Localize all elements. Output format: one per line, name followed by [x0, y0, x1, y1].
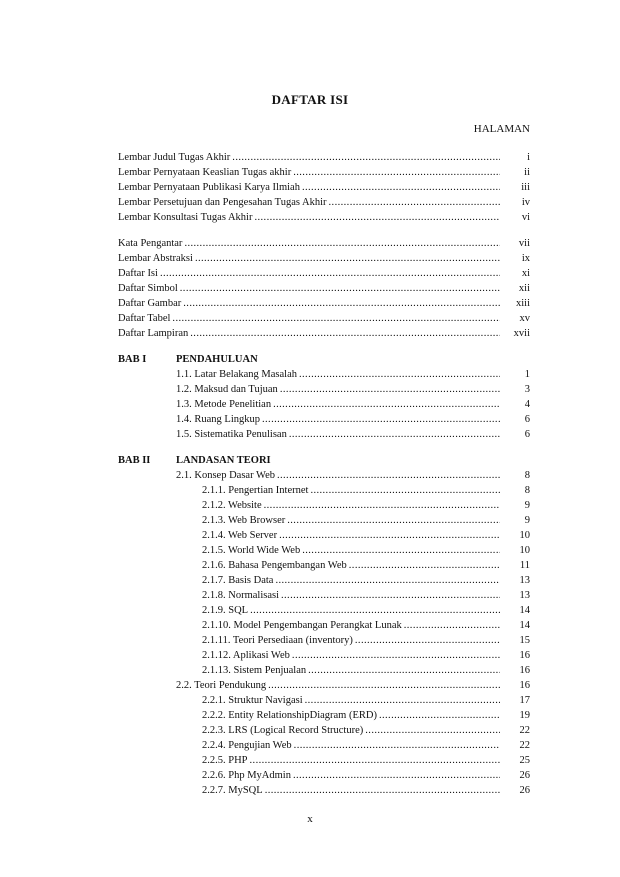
leader-dots [172, 312, 500, 326]
toc-entry[interactable]: 2.1.1. Pengertian Internet ..... 8 [202, 484, 530, 498]
leader-dots [310, 484, 500, 498]
toc-entry[interactable]: Daftar Tabel ..... xv [118, 312, 530, 326]
leader-dots [268, 679, 500, 693]
toc-entry[interactable]: 1.5. Sistematika Penulisan ..... 6 [176, 428, 530, 442]
toc-entry[interactable]: Lembar Pernyataan Keaslian Tugas akhir ..... ii [118, 166, 530, 180]
leader-dots [180, 282, 500, 296]
toc-entry[interactable]: 2.1.5. World Wide Web ..... 10 [202, 544, 530, 558]
leader-dots [184, 237, 500, 251]
toc-entry[interactable]: Lembar Judul Tugas Akhir ..... i [118, 151, 530, 165]
toc-entry[interactable]: 2.1.12. Aplikasi Web ..... 16 [202, 649, 530, 663]
toc-entry[interactable]: 2.1.7. Basis Data ..... 13 [202, 574, 530, 588]
chapter-title: LANDASAN TEORI [176, 455, 271, 466]
leader-dots [292, 649, 500, 663]
leader-dots [302, 181, 500, 195]
toc-entry[interactable]: 2.2.1. Struktur Navigasi ..... 17 [202, 694, 530, 708]
leader-dots [232, 151, 500, 165]
toc-entry[interactable]: 2.2.3. LRS (Logical Record Structure) ..... 22 [202, 724, 530, 738]
toc-entry[interactable]: Daftar Lampiran ..... xvii [118, 327, 530, 341]
toc-entry[interactable]: 2.1. Konsep Dasar Web ..... 8 [176, 469, 530, 483]
toc-entry[interactable]: Daftar Simbol ..... xii [118, 282, 530, 296]
toc-entry[interactable]: 1.3. Metode Penelitian ..... 4 [176, 398, 530, 412]
toc-entry[interactable]: 1.4. Ruang Lingkup ..... 6 [176, 413, 530, 427]
toc-entry[interactable]: 2.1.2. Website ..... 9 [202, 499, 530, 513]
toc-entry[interactable]: 2.1.3. Web Browser ..... 9 [202, 514, 530, 528]
leader-dots [299, 368, 500, 382]
leader-dots [379, 709, 500, 723]
toc-entry[interactable]: Lembar Pernyataan Publikasi Karya Ilmiah ..... iii [118, 181, 530, 195]
toc-entry[interactable]: Daftar Gambar ..... xiii [118, 297, 530, 311]
leader-dots [262, 413, 500, 427]
toc-entry[interactable]: 2.1.11. Teori Persediaan (inventory) ..... 15 [202, 634, 530, 648]
toc-entry[interactable]: 2.2.2. Entity RelationshipDiagram (ERD) ..... 19 [202, 709, 530, 723]
leader-dots [293, 166, 500, 180]
leader-dots [294, 739, 500, 753]
leader-dots [160, 267, 500, 281]
toc-entry[interactable]: Lembar Konsultasi Tugas Akhir ..... vi [118, 211, 530, 225]
leader-dots [254, 211, 500, 225]
chapter-number: BAB II [118, 455, 151, 466]
toc-entry[interactable]: 2.1.6. Bahasa Pengembangan Web ..... 11 [202, 559, 530, 573]
leader-dots [365, 724, 500, 738]
chapter-heading[interactable] [118, 454, 271, 468]
chapter-heading[interactable] [118, 353, 258, 367]
leader-dots [289, 428, 500, 442]
leader-dots [404, 619, 500, 633]
toc-entry[interactable]: 2.2.5. PHP ..... 25 [202, 754, 530, 768]
toc-entry[interactable]: 1.1. Latar Belakang Masalah ..... 1 [176, 368, 530, 382]
leader-dots [302, 544, 500, 558]
leader-dots [305, 694, 500, 708]
leader-dots [349, 559, 500, 573]
toc-entry[interactable]: 2.1.10. Model Pengembangan Perangkat Lunak ..... 14 [202, 619, 530, 633]
toc-entry[interactable]: Lembar Persetujuan dan Pengesahan Tugas Akhir ..... iv [118, 196, 530, 210]
toc-entry[interactable]: 1.2. Maksud dan Tujuan ..... 3 [176, 383, 530, 397]
leader-dots [308, 664, 500, 678]
leader-dots [264, 499, 500, 513]
toc-entry[interactable]: 2.2.7. MySQL ..... 26 [202, 784, 530, 798]
toc-entry[interactable]: Daftar Isi ..... xi [118, 267, 530, 281]
leader-dots [279, 529, 500, 543]
toc-entry[interactable]: Lembar Abstraksi ..... ix [118, 252, 530, 266]
toc-entry[interactable]: 2.2.4. Pengujian Web ..... 22 [202, 739, 530, 753]
page-column-label: HALAMAN [473, 123, 530, 135]
leader-dots [190, 327, 500, 341]
leader-dots [265, 784, 500, 798]
page-number: x [307, 813, 313, 825]
leader-dots [275, 574, 500, 588]
page-title: DAFTAR ISI [271, 92, 349, 107]
toc-entry[interactable]: 2.1.9. SQL ..... 14 [202, 604, 530, 618]
toc-entry[interactable]: 2.1.13. Sistem Penjualan ..... 16 [202, 664, 530, 678]
toc-entry[interactable]: 2.2. Teori Pendukung ..... 16 [176, 679, 530, 693]
leader-dots [183, 297, 500, 311]
leader-dots [277, 469, 500, 483]
leader-dots [195, 252, 500, 266]
toc-entry[interactable]: 2.1.4. Web Server ..... 10 [202, 529, 530, 543]
toc-entry[interactable]: Kata Pengantar ..... vii [118, 237, 530, 251]
leader-dots [287, 514, 500, 528]
chapter-number: BAB I [118, 354, 147, 365]
toc-entry[interactable]: 2.2.6. Php MyAdmin ..... 26 [202, 769, 530, 783]
leader-dots [329, 196, 500, 210]
leader-dots [281, 589, 500, 603]
leader-dots [280, 383, 500, 397]
toc-entry[interactable]: 2.1.8. Normalisasi ..... 13 [202, 589, 530, 603]
leader-dots [250, 754, 500, 768]
leader-dots [293, 769, 500, 783]
leader-dots [250, 604, 500, 618]
leader-dots [273, 398, 500, 412]
chapter-title: PENDAHULUAN [176, 354, 258, 365]
leader-dots [355, 634, 500, 648]
